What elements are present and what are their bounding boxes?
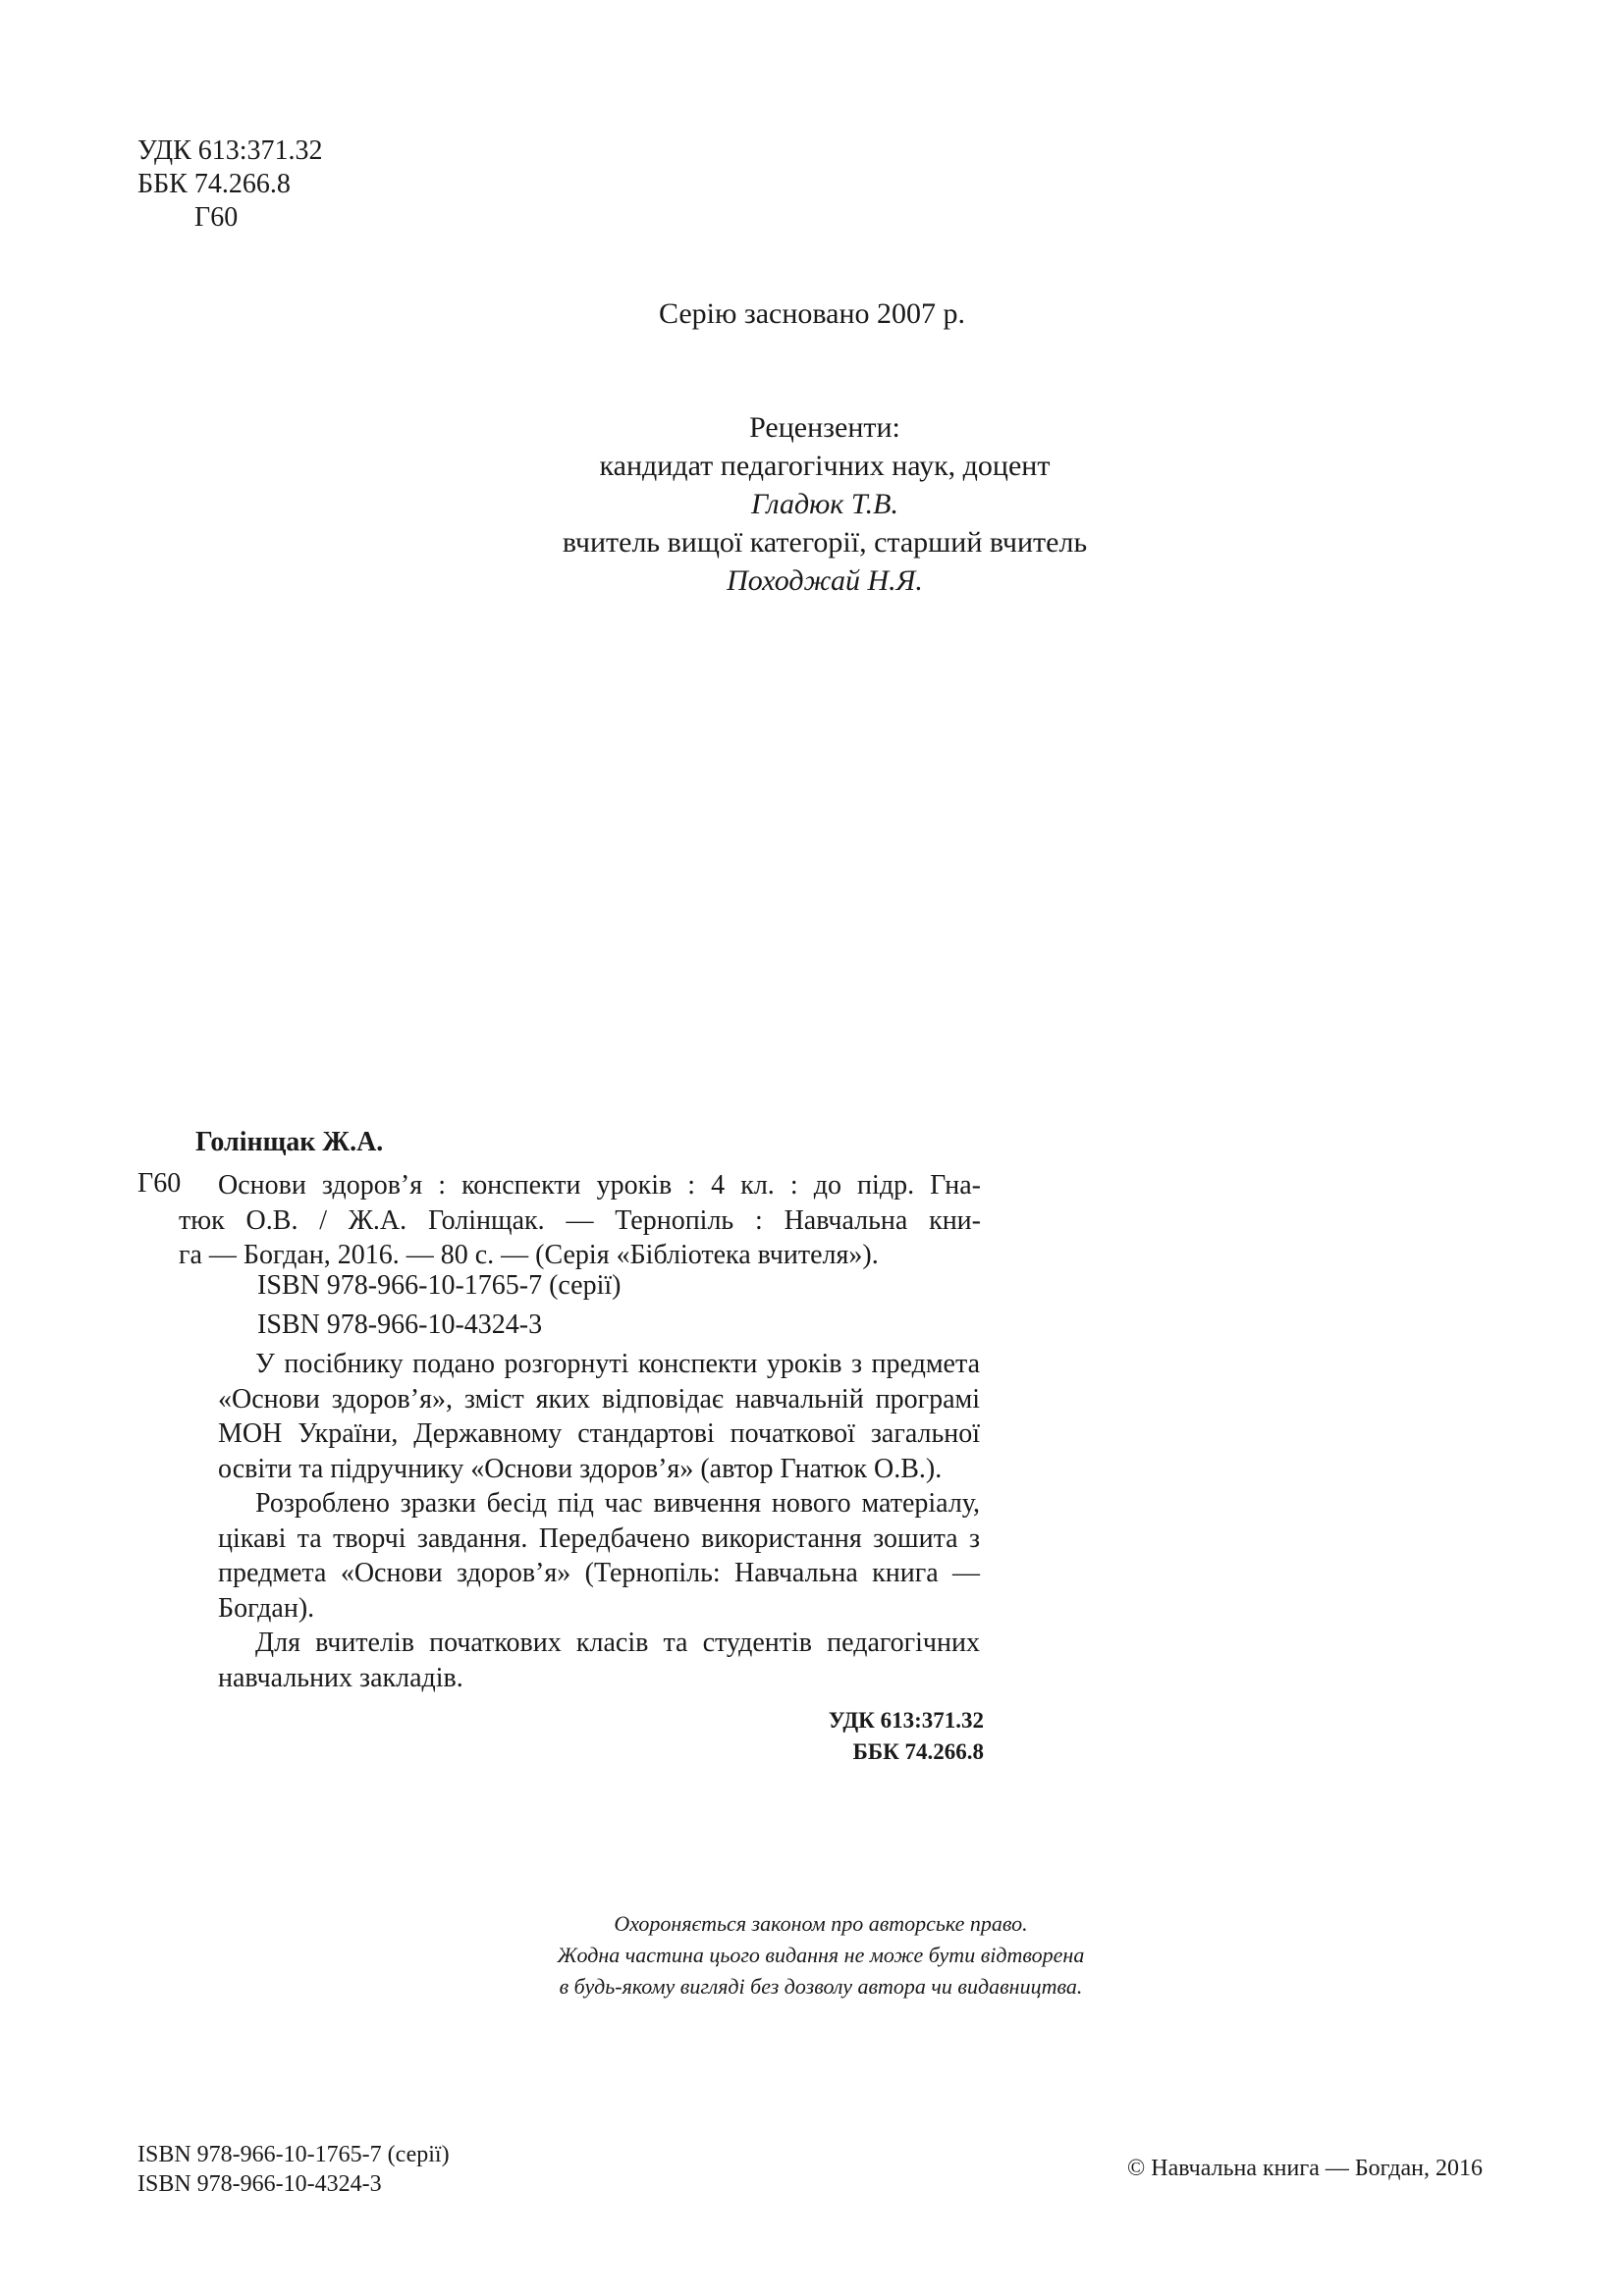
copyright: © Навчальна книга — Богдан, 2016	[1127, 2156, 1483, 2181]
biblio-line: тюк О.В. / Ж.А. Голінщак. — Тернопіль : Навчальна кни-	[179, 1204, 981, 1236]
bbk-code: ББК 74.266.8	[137, 169, 291, 199]
reviewers-title: Рецензенти:	[749, 411, 900, 444]
author-code: Г60	[194, 202, 239, 233]
reviewer-1-name: Гладюк Т.В.	[751, 488, 898, 520]
udk-code: УДК 613:371.32	[137, 135, 323, 166]
footer-isbn-series: ISBN 978-966-10-1765-7 (серії)	[137, 2142, 450, 2167]
notice-line: Охороняється законом про авторське право.	[614, 1911, 1028, 1936]
card-abstract	[218, 1347, 980, 1695]
card-isbn-book: ISBN 978-966-10-4324-3	[257, 1309, 543, 1340]
abstract-paragraph: У посібнику подано розгорнуті конспекти уроків з предмета «Основи здоров’я», зміст яких відповідає навчальній програмі МОН України, Державному стандартові початкової загальної освіти та підручнику «Основи здоров’я» (автор Гнатюк О.В.).	[218, 1349, 980, 1484]
series-note: Серію засновано 2007 р.	[658, 297, 966, 330]
reviewer-1-role: кандидат педагогічних наук, доцент	[599, 450, 1051, 482]
card-udk: УДК 613:371.32	[828, 1708, 984, 1733]
notice-line: Жодна частина цього видання не може бути відтворена	[557, 1943, 1085, 1967]
abstract-paragraph: Для вчителів початкових класів та студентів педагогічних навчальних закладів.	[218, 1628, 980, 1693]
card-bbk: ББК 74.266.8	[852, 1739, 984, 1764]
reviewer-2-role: вчитель вищої категорії, старший вчитель	[562, 526, 1088, 559]
abstract-paragraph: Розроблено зразки бесід під час вивчення нового матеріалу, цікаві та творчі завдання. Передбачено використання зошита з предмета «Основи здоров’я» (Тернопіль: Навчальна книга — Богдан).	[218, 1488, 980, 1624]
card-bibliographic-description	[179, 1168, 981, 1273]
card-author-code: Г60	[137, 1168, 182, 1199]
reviewer-2-name: Походжай Н.Я.	[727, 564, 923, 597]
footer-isbn-book: ISBN 978-966-10-4324-3	[137, 2171, 382, 2197]
card-author: Голінщак Ж.А.	[195, 1127, 384, 1157]
biblio-line: га — Богдан, 2016. — 80 с. — (Серія «Бібліотека вчителя»).	[179, 1240, 879, 1270]
biblio-line: Основи здоров’я : конспекти уроків : 4 кл. : до підр. Гна-	[218, 1170, 981, 1201]
notice-line: в будь-якому вигляді без дозволу автора чи видавництва.	[559, 1974, 1083, 1999]
card-isbn-series: ISBN 978-966-10-1765-7 (серії)	[257, 1270, 622, 1301]
